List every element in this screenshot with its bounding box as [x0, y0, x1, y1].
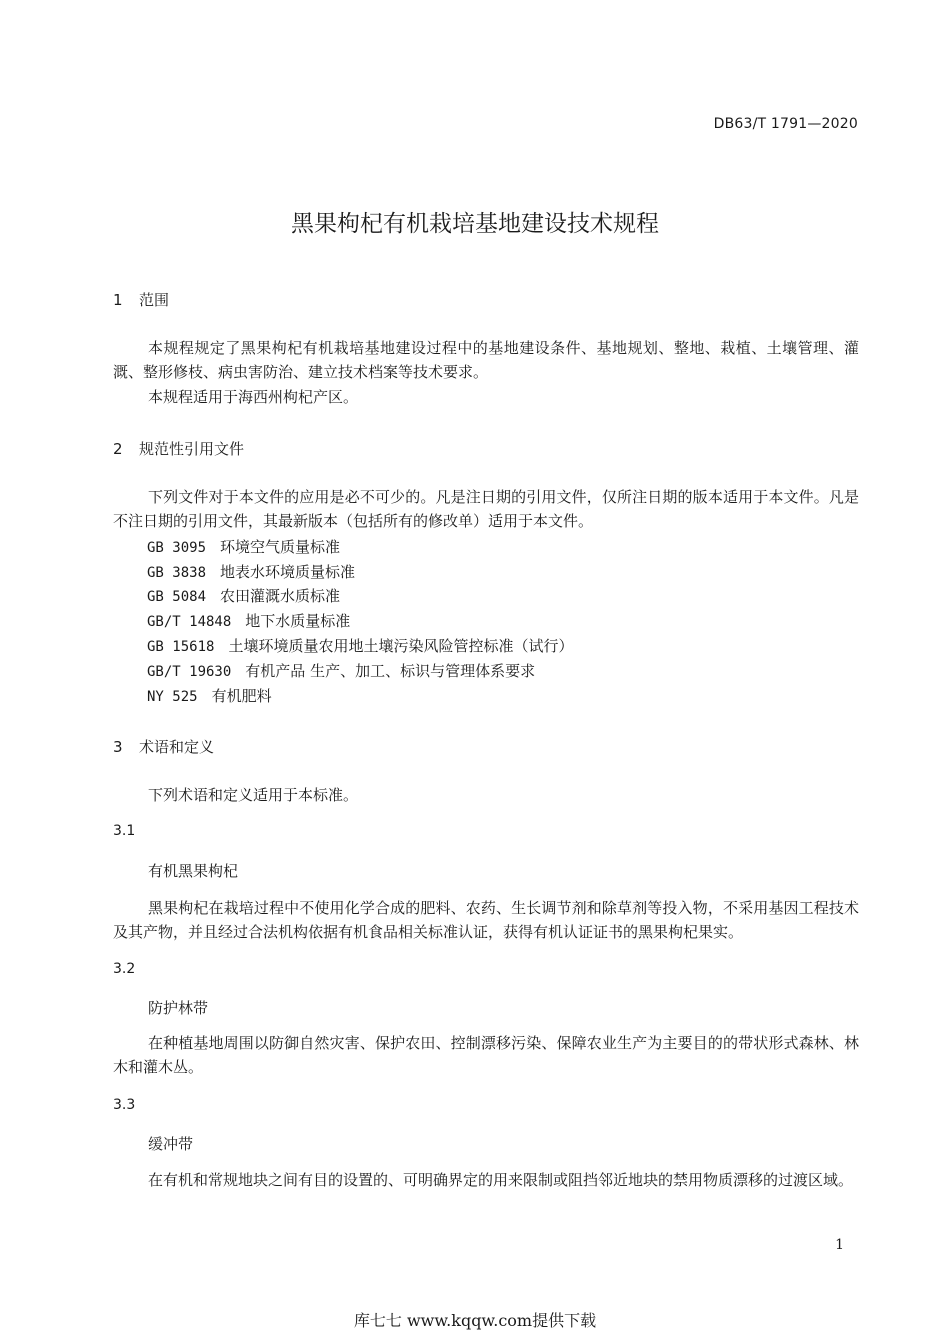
reference-code: GB 15618 — [147, 639, 215, 655]
reference-code: GB 3838 — [147, 565, 207, 581]
reference-code: GB/T 19630 — [147, 664, 232, 680]
section-heading-3 — [113, 736, 214, 757]
paragraph: 本规程规定了黑果枸杞有机栽培基地建设过程中的基地建设条件、基地规划、整地、栽植、土壤管理、灌溉、整形修枝、病虫害防治、建立技术档案等技术要求。 — [113, 339, 859, 381]
page-number: 1 — [835, 1237, 844, 1253]
reference-code: GB/T 14848 — [147, 614, 232, 630]
reference-item — [147, 610, 350, 631]
reference-title: 环境空气质量标准 — [220, 538, 341, 556]
term-title: 防护林带 — [148, 999, 209, 1017]
term-definition: 在有机和常规地块之间有目的设置的、可明确界定的用来限制或阻挡邻近地块的禁用物质漂移的过渡区域。 — [148, 1171, 854, 1189]
download-footer: 库七七 www.kqqw.com提供下载 — [353, 1311, 597, 1330]
section-title: 规范性引用文件 — [139, 440, 245, 458]
term-definition: 在种植基地周围以防御自然灾害、保护农田、控制漂移污染、保障农业生产为主要目的的带状形式森林、林木和灌木丛。 — [113, 1034, 859, 1076]
section-number: 1 — [113, 291, 123, 309]
reference-title: 有机产品 生产、加工、标识与管理体系要求 — [245, 662, 536, 680]
term-title: 有机黑果枸杞 — [148, 862, 239, 880]
reference-item — [147, 660, 535, 681]
paragraph: 本规程适用于海西州枸杞产区。 — [148, 388, 359, 406]
section-number: 3 — [113, 738, 123, 756]
term-definition: 黑果枸杞在栽培过程中不使用化学合成的肥料、农药、生长调节剂和除草剂等投入物，不采用基因工程技术及其产物，并且经过合法机构依据有机食品相关标准认证，获得有机认证证书的黑果枸杞果实。 — [113, 899, 859, 941]
section-heading-1 — [113, 289, 169, 310]
term-number: 3.2 — [113, 961, 136, 977]
paragraph: 下列术语和定义适用于本标准。 — [148, 786, 359, 804]
standard-code: DB63/T 1791—2020 — [713, 116, 858, 132]
term-number: 3.3 — [113, 1097, 136, 1113]
reference-item — [147, 635, 573, 656]
section-heading-2 — [113, 438, 244, 459]
reference-title: 地下水质量标准 — [245, 612, 351, 630]
section-title: 范围 — [139, 291, 170, 309]
reference-title: 土壤环境质量农用地土壤污染风险管控标准（试行） — [228, 637, 574, 655]
section-number: 2 — [113, 440, 123, 458]
reference-code: GB 5084 — [147, 589, 207, 605]
reference-title: 地表水环境质量标准 — [220, 563, 356, 581]
paragraph: 下列文件对于本文件的应用是必不可少的。凡是注日期的引用文件，仅所注日期的版本适用于本文件。凡是不注日期的引用文件，其最新版本（包括所有的修改单）适用于本文件。 — [113, 488, 859, 530]
document-title: 黑果枸杞有机栽培基地建设技术规程 — [291, 211, 659, 237]
reference-item — [147, 536, 340, 557]
reference-item — [147, 561, 355, 582]
reference-item — [147, 685, 272, 706]
term-title: 缓冲带 — [148, 1135, 194, 1153]
term-number: 3.1 — [113, 823, 136, 839]
reference-code: NY 525 — [147, 689, 198, 705]
reference-title: 农田灌溉水质标准 — [220, 587, 341, 605]
section-title: 术语和定义 — [139, 738, 215, 756]
reference-title: 有机肥料 — [211, 687, 272, 705]
reference-code: GB 3095 — [147, 540, 207, 556]
reference-item — [147, 585, 340, 606]
